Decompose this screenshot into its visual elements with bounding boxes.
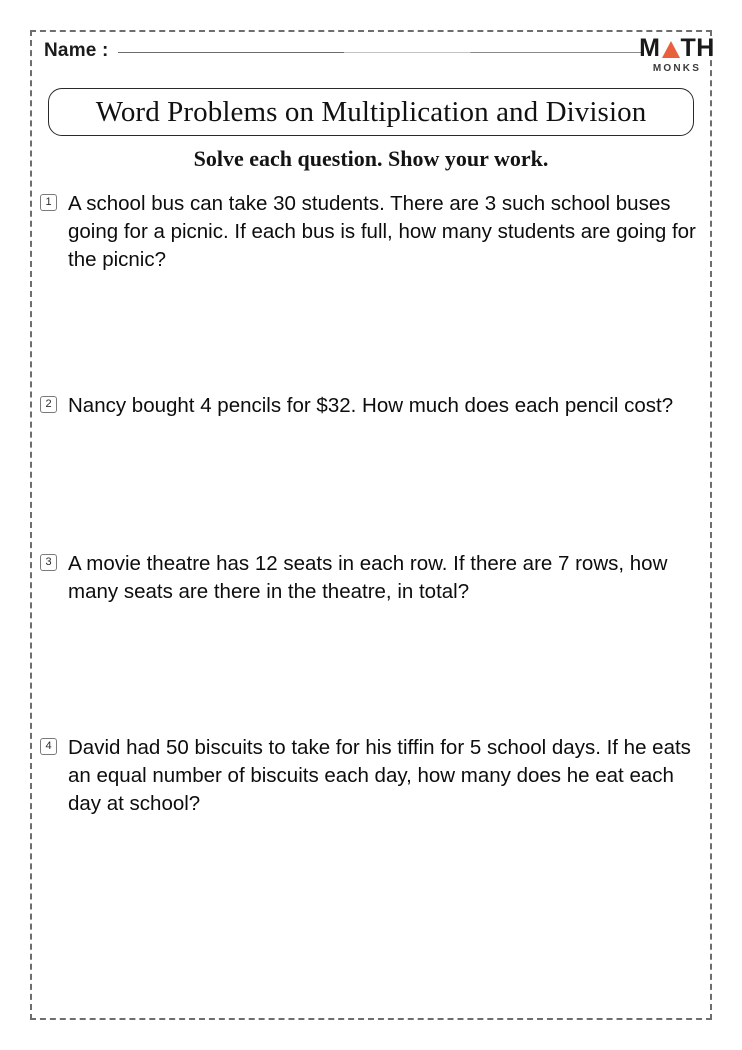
answer-workspace[interactable] (68, 420, 700, 550)
math-monks-logo (634, 36, 720, 74)
question-list (40, 190, 700, 938)
instructions-text: Solve each question. Show your work. (193, 146, 549, 171)
question-text: A school bus can take 30 students. There are 3 such school buses going for a picnic. If each bus is full, how many students are going for the picnic? (68, 192, 696, 271)
page-title: Word Problems on Multiplication and Division (95, 95, 647, 128)
question-text: A movie theatre has 12 seats in each row. If there are 7 rows, how many seats are there in the theatre, in total? (68, 552, 668, 603)
question-text: David had 50 biscuits to take for his tiffin for 5 school days. If he eats an equal number of biscuits each day, how many does he eat each day at school? (68, 736, 691, 815)
question-item (40, 190, 700, 392)
name-label: Name : (44, 40, 109, 61)
question-item (40, 550, 700, 734)
question-item (40, 734, 700, 938)
question-number-badge: 3 (40, 554, 57, 571)
answer-workspace[interactable] (68, 274, 700, 392)
answer-workspace[interactable] (68, 606, 700, 734)
answer-workspace[interactable] (68, 818, 700, 938)
question-number-badge: 1 (40, 194, 57, 211)
name-row (44, 40, 644, 70)
logo-wordmark (634, 36, 720, 61)
question-item (40, 392, 700, 550)
logo-letter-m: M (639, 34, 661, 62)
question-number-badge: 2 (40, 396, 57, 413)
triangle-icon (662, 41, 680, 58)
name-input-line[interactable] (118, 52, 644, 53)
question-text: Nancy bought 4 pencils for $32. How much does each pencil cost? (68, 394, 674, 417)
logo-subtitle: MONKS (652, 63, 702, 74)
worksheet-title-banner (48, 88, 694, 136)
logo-letters-th: TH (680, 34, 715, 62)
question-number-badge: 4 (40, 738, 57, 755)
